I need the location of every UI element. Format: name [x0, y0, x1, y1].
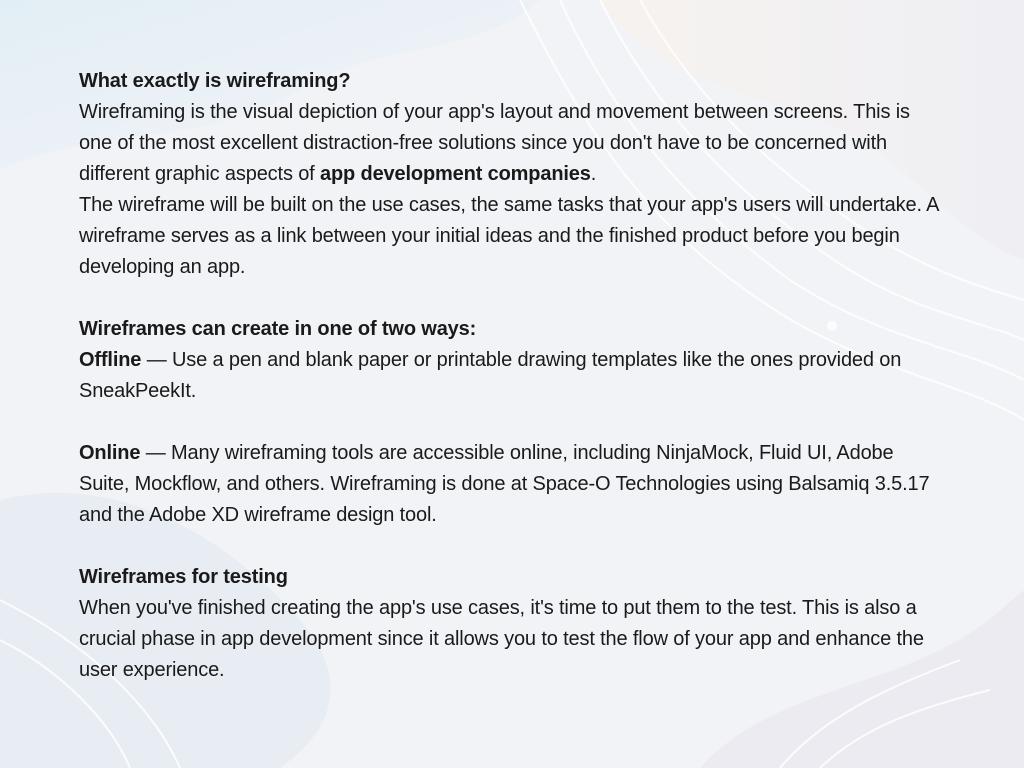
online-text: — Many wireframing tools are accessible online, including NinjaMock, Fluid UI, Adobe Suite, Mockflow, and others. Wireframing is done at Space-O Technologies using Balsamiq 3.5.17 and the Adobe XD wireframe design tool.: [79, 442, 930, 526]
online-label: Online: [79, 442, 141, 464]
spacer: [79, 283, 939, 314]
paragraph-offline: [79, 345, 939, 407]
paragraph-text: Wireframing is the visual depiction of your app's layout and movement between screens. This is one of the most excellent distraction-free solutions since you don't have to be concerned with different graphic aspects of: [79, 101, 910, 185]
paragraph-wireframing-definition: [79, 97, 939, 190]
document-body: [79, 66, 939, 686]
spacer: [79, 531, 939, 562]
highlighted-phrase: app development companies: [319, 163, 591, 185]
spacer: [79, 407, 939, 438]
section-heading-testing: Wireframes for testing: [79, 566, 288, 588]
paragraph-online: [79, 438, 939, 531]
offline-text: — Use a pen and blank paper or printable drawing templates like the ones provided on SneakPeekIt.: [79, 349, 902, 402]
section-heading-wireframing: What exactly is wireframing?: [79, 70, 351, 92]
paragraph-wireframe-use-cases: The wireframe will be built on the use cases, the same tasks that your app's users will undertake. A wireframe serves as a link between your initial ideas and the finished product before you begin developing an app.: [79, 194, 939, 278]
offline-label: Offline: [79, 349, 142, 371]
paragraph-end: .: [590, 163, 597, 185]
section-heading-two-ways: Wireframes can create in one of two ways:: [79, 318, 477, 340]
paragraph-testing: When you've finished creating the app's use cases, it's time to put them to the test. This is also a crucial phase in app development since it allows you to test the flow of your app and enhance the user experience.: [79, 597, 924, 681]
